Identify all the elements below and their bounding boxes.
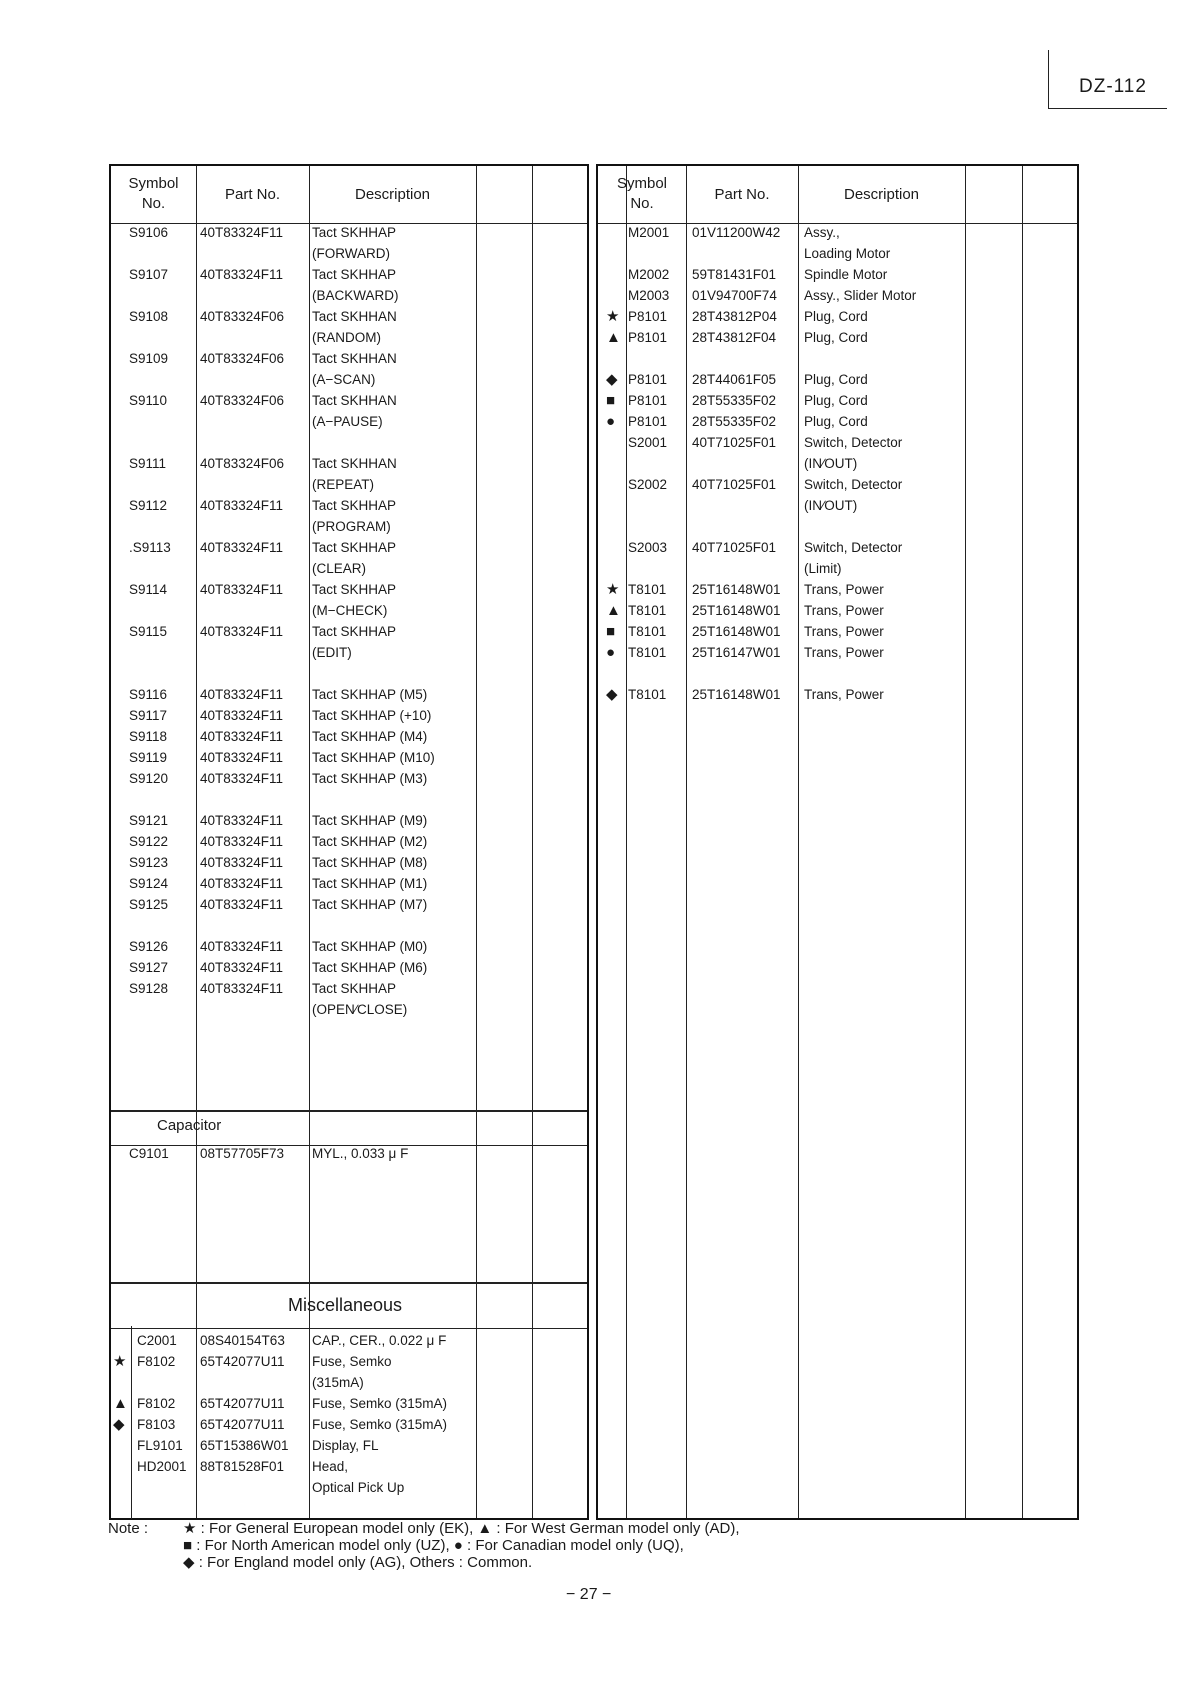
part-number: 40T83324F11: [200, 624, 284, 639]
symbol-number: T8101: [628, 582, 667, 597]
part-number: 40T83324F11: [200, 750, 284, 765]
description-line: Tact SKHHAP (M1): [312, 876, 428, 891]
part-number: 28T43812P04: [692, 309, 777, 324]
model-mark-icon: ●: [606, 644, 616, 661]
model-mark-icon: ■: [606, 623, 616, 640]
description-line: (CLEAR): [312, 561, 367, 576]
description-line: Tact SKHHAN: [312, 309, 397, 324]
description-line: Tact SKHHAP (M7): [312, 897, 428, 912]
description-line: Trans, Power: [804, 645, 884, 660]
description-line: (FORWARD): [312, 246, 390, 261]
part-number: 65T15386W01: [200, 1438, 289, 1453]
description-line: Tact SKHHAP (M2): [312, 834, 428, 849]
description-line: Tact SKHHAP: [312, 498, 397, 513]
model-mark-icon: ▲: [606, 602, 621, 619]
description-line: Fuse, Semko (315mA): [312, 1417, 448, 1432]
symbol-header: Symbol No.: [128, 175, 179, 212]
symbol-number: FL9101: [137, 1438, 183, 1453]
description-line: Tact SKHHAN: [312, 393, 397, 408]
note-line-3: ◆ : For England model only (AG), Others : Common.: [183, 1554, 533, 1571]
column-divider: [532, 166, 533, 1518]
part-number: 40T83324F11: [200, 981, 284, 996]
symbol-number: S9106: [129, 225, 169, 240]
page-number: − 27 −: [566, 1586, 612, 1603]
symbol-number: S9124: [129, 876, 169, 891]
part-number: 40T83324F06: [200, 309, 285, 324]
symbol-number: F8102: [137, 1396, 176, 1411]
part-number: 40T83324F11: [200, 897, 284, 912]
part-number: 40T83324F11: [200, 960, 284, 975]
model-mark-icon: ▲: [606, 329, 621, 346]
description-line: CAP., CER., 0.022 μ F: [312, 1333, 447, 1348]
description-line: Switch, Detector: [804, 435, 903, 450]
symbol-number: S9114: [129, 582, 168, 597]
symbol-number: S9118: [129, 729, 168, 744]
part-number: 40T83324F06: [200, 456, 285, 471]
description-line: Tact SKHHAP (M3): [312, 771, 428, 786]
description-line: (OPEN∕CLOSE): [312, 1002, 408, 1017]
part-number: 40T71025F01: [692, 540, 777, 555]
section-rule: [111, 1110, 587, 1112]
part-number: 25T16147W01: [692, 645, 781, 660]
description-line: Display, FL: [312, 1438, 379, 1453]
symbol-number: S2001: [628, 435, 668, 450]
symbol-number: S9125: [129, 897, 169, 912]
description-line: Tact SKHHAP (M4): [312, 729, 428, 744]
description-line: Trans, Power: [804, 687, 884, 702]
description-line: (Limit): [804, 561, 842, 576]
part-number: 40T71025F01: [692, 435, 777, 450]
description-line: Tact SKHHAP: [312, 981, 397, 996]
symbol-number: S9122: [129, 834, 169, 849]
section-rule: [111, 1282, 587, 1284]
description-line: Tact SKHHAP: [312, 624, 397, 639]
part-number: 40T83324F11: [200, 582, 284, 597]
description-line: Trans, Power: [804, 582, 884, 597]
part-number: 40T71025F01: [692, 477, 777, 492]
symbol-number: S9123: [129, 855, 169, 870]
part-number: 40T83324F11: [200, 876, 284, 891]
description-line: Switch, Detector: [804, 477, 903, 492]
column-divider: [476, 166, 477, 1518]
model-mark-icon: ▲: [113, 1395, 128, 1412]
symbol-number: P8101: [628, 414, 668, 429]
description-line: (RANDOM): [312, 330, 381, 345]
symbol-number: T8101: [628, 687, 667, 702]
part-number: 40T83324F11: [200, 540, 284, 555]
description-line: Tact SKHHAN: [312, 351, 397, 366]
description-line: (REPEAT): [312, 477, 375, 492]
part-number: 01V11200W42: [692, 225, 781, 240]
part-number: 40T83324F11: [200, 708, 284, 723]
description-line: (M−CHECK): [312, 603, 388, 618]
note-line-2: ■ : For North American model only (UZ), ● : For Canadian model only (UQ),: [183, 1537, 684, 1554]
description-line: (IN∕OUT): [804, 456, 858, 471]
description-line: Optical Pick Up: [312, 1480, 405, 1495]
part-number: 65T42077U11: [200, 1417, 285, 1432]
model-mark-icon: ◆: [606, 371, 618, 388]
column-divider: [965, 166, 966, 1518]
description-line: (EDIT): [312, 645, 352, 660]
description-line: Tact SKHHAP (M0): [312, 939, 428, 954]
part-number: 40T83324F11: [200, 498, 284, 513]
mark-column-divider: [131, 1326, 132, 1519]
description-line: Trans, Power: [804, 624, 884, 639]
symbol-number: HD2001: [137, 1459, 187, 1474]
model-mark-icon: ◆: [606, 686, 618, 703]
symbol-number: M2001: [628, 225, 670, 240]
part-header: Part No.: [714, 186, 770, 203]
description-line: Plug, Cord: [804, 309, 868, 324]
description-line: (A−PAUSE): [312, 414, 383, 429]
part-number: 25T16148W01: [692, 603, 781, 618]
symbol-number: M2003: [628, 288, 670, 303]
description-line: Tact SKHHAP: [312, 582, 397, 597]
part-number: 40T83324F11: [200, 855, 284, 870]
part-number: 40T83324F11: [200, 939, 284, 954]
column-divider: [196, 166, 197, 1518]
symbol-number: P8101: [628, 372, 668, 387]
part-number: 40T83324F11: [200, 729, 284, 744]
symbol-number: S9127: [129, 960, 169, 975]
symbol-number: S9110: [129, 393, 168, 408]
symbol-number: S9108: [129, 309, 169, 324]
symbol-number: S2002: [628, 477, 668, 492]
symbol-number: S9111: [129, 456, 167, 471]
column-divider: [1022, 166, 1023, 1518]
description-line: Assy.,: [804, 225, 840, 240]
symbol-number: S2003: [628, 540, 668, 555]
description-line: (PROGRAM): [312, 519, 391, 534]
symbol-number: M2002: [628, 267, 670, 282]
description-line: (315mA): [312, 1375, 364, 1390]
description-line: Loading Motor: [804, 246, 891, 261]
symbol-number: S9116: [129, 687, 168, 702]
description-line: Tact SKHHAP: [312, 225, 397, 240]
symbol-number: P8101: [628, 330, 668, 345]
symbol-number: S9115: [129, 624, 168, 639]
part-number: 28T44061F05: [692, 372, 777, 387]
part-number: 28T55335F02: [692, 414, 777, 429]
symbol-number: F8103: [137, 1417, 176, 1432]
description-line: Fuse, Semko: [312, 1354, 392, 1369]
part-number: 40T83324F06: [200, 393, 285, 408]
model-box: [1048, 50, 1167, 109]
symbol-number: S9119: [129, 750, 168, 765]
part-number: 40T83324F11: [200, 834, 284, 849]
description-line: Tact SKHHAP (+10): [312, 708, 432, 723]
part-number: 40T83324F11: [200, 687, 284, 702]
description-line: Head,: [312, 1459, 349, 1474]
description-line: (BACKWARD): [312, 288, 399, 303]
model-mark-icon: ●: [606, 413, 616, 430]
model-mark-icon: ◆: [113, 1416, 125, 1433]
part-number: 65T42077U11: [200, 1396, 285, 1411]
mark-column-divider: [626, 166, 627, 1518]
model-mark-icon: ★: [606, 581, 620, 598]
notes-label: Note :: [108, 1520, 149, 1537]
note-line-1: ★ : For General European model only (EK), ▲ : For West German model only (AD),: [183, 1520, 740, 1537]
part-number: 01V94700F74: [692, 288, 777, 303]
model-mark-icon: ★: [606, 308, 620, 325]
part-number: 65T42077U11: [200, 1354, 285, 1369]
description-line: Plug, Cord: [804, 393, 868, 408]
symbol-number: S9120: [129, 771, 169, 786]
part-number: 40T83324F06: [200, 351, 285, 366]
symbol-number: C9101: [129, 1146, 169, 1161]
symbol-number: .S9113: [129, 540, 171, 555]
description-line: Fuse, Semko (315mA): [312, 1396, 448, 1411]
symbol-number: T8101: [628, 624, 667, 639]
symbol-number: S9107: [129, 267, 169, 282]
column-divider: [686, 166, 687, 1518]
description-line: Plug, Cord: [804, 372, 868, 387]
model-mark-icon: ■: [606, 392, 616, 409]
part-number: 40T83324F11: [200, 813, 284, 828]
symbol-number: S9112: [129, 498, 168, 513]
symbol-number: P8101: [628, 309, 668, 324]
description-line: (IN∕OUT): [804, 498, 858, 513]
description-line: Tact SKHHAP (M10): [312, 750, 435, 765]
symbol-number: P8101: [628, 393, 668, 408]
part-number: 88T81528F01: [200, 1459, 285, 1474]
description-line: Tact SKHHAP (M6): [312, 960, 428, 975]
capacitor-section-title: Capacitor: [157, 1117, 222, 1134]
part-number: 40T83324F11: [200, 771, 284, 786]
description-line: Tact SKHHAP (M9): [312, 813, 428, 828]
part-number: 25T16148W01: [692, 624, 781, 639]
description-line: Tact SKHHAP: [312, 267, 397, 282]
description-line: Tact SKHHAN: [312, 456, 397, 471]
symbol-number: T8101: [628, 645, 667, 660]
description-line: (A−SCAN): [312, 372, 376, 387]
model-mark-icon: ★: [113, 1353, 127, 1370]
part-header: Part No.: [224, 186, 281, 203]
description-line: Plug, Cord: [804, 414, 868, 429]
description-line: Spindle Motor: [804, 267, 888, 282]
symbol-number: S9121: [129, 813, 169, 828]
description-line: Assy., Slider Motor: [804, 288, 917, 303]
symbol-number: T8101: [628, 603, 667, 618]
section-rule: [111, 1328, 587, 1329]
part-number: 08T57705F73: [200, 1146, 285, 1161]
part-number: 40T83324F11: [200, 225, 284, 240]
part-number: 28T55335F02: [692, 393, 777, 408]
description-header: Description: [354, 186, 431, 203]
right-parts-table: [596, 164, 1079, 1520]
description-line: Switch, Detector: [804, 540, 903, 555]
description-header: Description: [843, 186, 920, 203]
miscellaneous-section-title: Miscellaneous: [288, 1295, 403, 1315]
symbol-number: S9128: [129, 981, 169, 996]
description-line: Tact SKHHAP (M8): [312, 855, 428, 870]
symbol-number: S9126: [129, 939, 169, 954]
column-divider: [798, 166, 799, 1518]
symbol-number: C2001: [137, 1333, 177, 1348]
part-number: 28T43812F04: [692, 330, 777, 345]
symbol-number: S9109: [129, 351, 169, 366]
symbol-number: F8102: [137, 1354, 176, 1369]
description-line: Plug, Cord: [804, 330, 868, 345]
description-line: Tact SKHHAP (M5): [312, 687, 428, 702]
description-line: Tact SKHHAP: [312, 540, 397, 555]
model-number: DZ-112: [1079, 76, 1147, 97]
part-number: 25T16148W01: [692, 582, 781, 597]
symbol-header: Symbol No.: [616, 175, 668, 212]
description-line: MYL., 0.033 μ F: [312, 1146, 409, 1161]
part-number: 59T81431F01: [692, 267, 777, 282]
part-number: 40T83324F11: [200, 267, 284, 282]
part-number: 25T16148W01: [692, 687, 781, 702]
description-line: Trans, Power: [804, 603, 884, 618]
part-number: 08S40154T63: [200, 1333, 285, 1348]
symbol-number: S9117: [129, 708, 168, 723]
